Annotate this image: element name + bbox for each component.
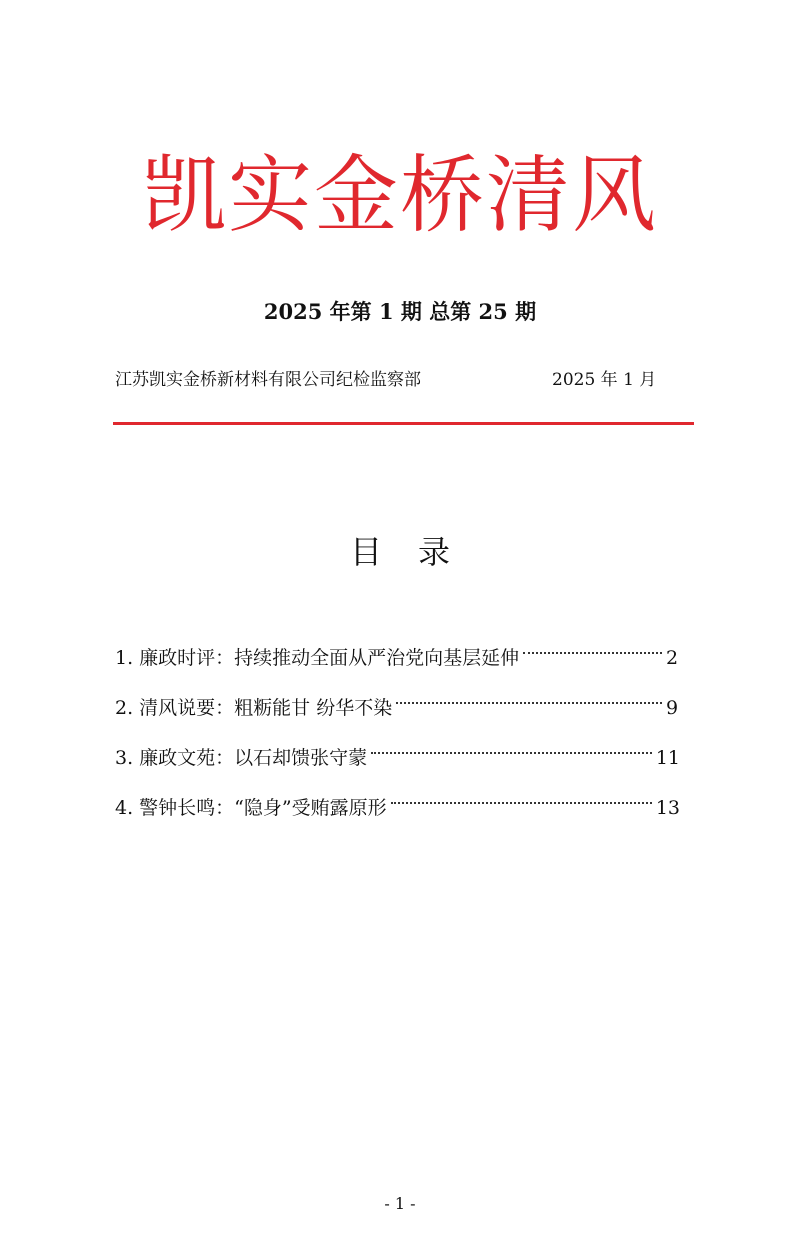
toc-entry: [115, 732, 680, 782]
toc-entry-title: 2. 清风说要：粗粝能甘 纷华不染: [115, 697, 393, 719]
masthead-title: 凯实金桥清风: [141, 146, 658, 244]
toc-entry-title: 4. 警钟长鸣：“隐身”受贿露原形: [115, 797, 387, 819]
publication-date: 2025 年 1 月: [552, 370, 657, 390]
publisher-name: 江苏凯实金桥新材料有限公司纪检监察部: [115, 370, 421, 390]
toc-entry: [115, 782, 680, 832]
publisher-row: [115, 366, 690, 394]
toc-entry-page: 13: [655, 797, 680, 819]
toc-dot-leader: [523, 632, 662, 664]
toc-entry-title: 3. 廉政文苑：以石却馈张守蒙: [115, 747, 368, 769]
table-of-contents: [115, 632, 680, 832]
toc-dot-leader: [371, 732, 652, 764]
page-number: - 1 -: [384, 1194, 416, 1213]
red-divider-line: [113, 422, 694, 425]
toc-dot-leader: [396, 682, 662, 714]
toc-heading-left: 目: [349, 533, 382, 571]
toc-entry: [115, 632, 680, 682]
toc-entry-page: 11: [655, 747, 680, 769]
toc-entry-page: 9: [666, 697, 679, 719]
toc-entry-title: 1. 廉政时评：持续推动全面从严治党向基层延伸: [115, 647, 520, 669]
issue-number: 2025 年第 1 期 总第 25 期: [263, 299, 537, 324]
toc-dot-leader: [391, 782, 652, 814]
toc-heading: [0, 530, 800, 574]
toc-heading-right: 录: [418, 533, 451, 571]
toc-entry: [115, 682, 680, 732]
toc-entry-page: 2: [666, 647, 679, 669]
